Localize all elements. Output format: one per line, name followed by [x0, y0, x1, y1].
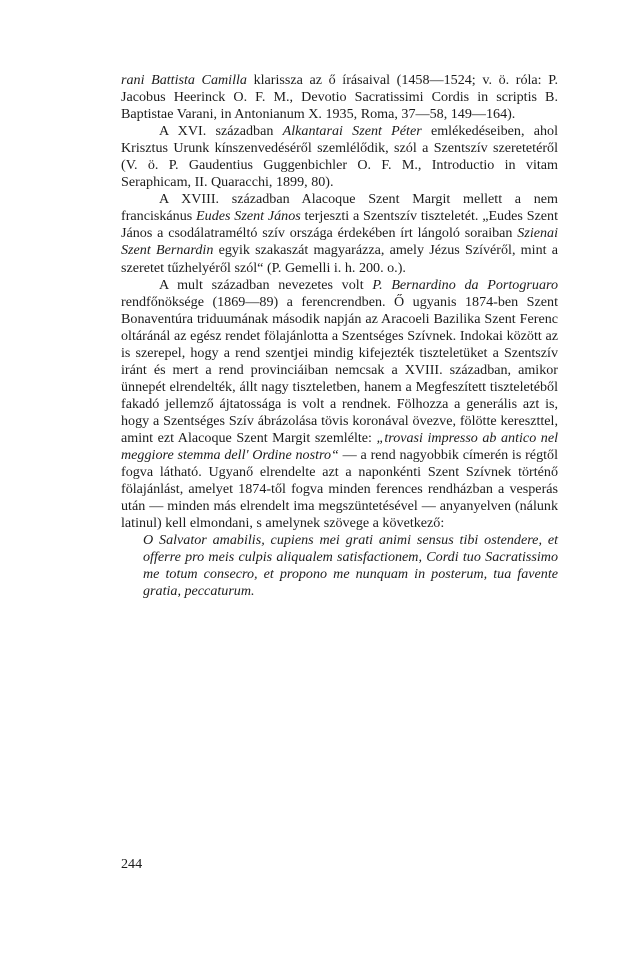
paragraph-continuation	[121, 72, 558, 123]
paragraph-eudes	[121, 191, 558, 276]
text-run: emlékedéseiben, ahol Krisztus Urunk kínszenvedéséről szemlélődik, szól a Szentszív szeretetéről (V. ö. P. Gaudentius Guggenbichler O. F. M., Introductio in vitam Seraphicam, II. Quaracchi, 1899, 80).	[121, 123, 558, 191]
italic-text-run: O Salvator amabilis, cupiens mei grati animi sensus tibi ostendere, et offerre pro meis culpis aliqualem satisfactionem, Cordi tuo Sacratissimo me totum consecro, et propono me nunquam in posterum, tua favente gratia, peccaturum.	[143, 532, 558, 600]
paragraph-alkantarai	[121, 123, 558, 191]
text-run: terjeszti a Szentszív tiszteletét. „Eudes Szent János a csodálatraméltó szív országa érdekében írt lángoló soraiban	[121, 208, 559, 242]
text-run: A mult században nevezetes volt	[159, 276, 373, 293]
italic-text-run: Eudes Szent János	[196, 208, 301, 225]
italic-text-run: Alkantarai Szent Péter	[282, 123, 422, 140]
page-body	[121, 72, 558, 600]
text-run: rendfőnöksége (1869—89) a ferencrendben. Ő ugyanis 1874-ben Szent Bonaventúra triduumának második napján az Aracoeli Bazilika Szent Ferenc oltáránál az egész rendet fölajánlotta a Szentséges Szívnek. Indokai között az is szerepel, hogy a rend szentjei mindig kifejezték tiszteletüket a Szentszív iránt és mert a rend provinciáiban nemcsak a XVIII. században, amikor ünnepét elrendelték, állt nagy tiszteletben, hanem a Megfeszített tiszteletéből fakadó jellemző ájtatossága is volt a rendnek. Fölhozza a generális azt is, hogy a Szentséges Szív ábrázolása tövis koronával övezve, fölötte kereszttel, amint ezt Alacoque Szent Margit szemlélte:	[121, 293, 558, 446]
text-run: klarissza az ő írásaival (1458—1524; v. ö. róla: P. Jacobus Heerinck O. F. M., Devotio Sacratissimi Cordis in scriptis B. Baptistae Varani, in Antonianum X. 1935, Roma, 37—58, 149—164).	[121, 72, 558, 123]
latin-prayer-quote	[121, 532, 558, 600]
page-number: 244	[121, 856, 143, 872]
text-run: A XVI. században	[159, 123, 283, 140]
italic-text-run: rani Battista Camilla	[121, 72, 247, 88]
paragraph-portogruaro	[121, 277, 558, 533]
text-run: A XVIII. században Alacoque Szent Margit mellett a nem franciskánus	[121, 191, 558, 225]
italic-text-run: P. Bernardino da Portogruaro	[372, 276, 558, 293]
italic-text-run: „trovasi impresso ab antico nel meggiore stemma dell' Ordine nostro“	[121, 429, 558, 464]
text-run: — a rend nagyobbik címerén is régtől fogva látható. Ugyanő elrendelte azt a naponkénti Szent Szívnek történő fölajánlást, amelyet 1874-től fogva minden ferences rendházban a vesperás után — minden más elrendelt ima megszüntetésével — anyanyelven (nálunk latinul) kell elmondani, s amelynek szövege a következő:	[121, 447, 558, 532]
text-run: egyik szakaszát magyarázza, amely Jézus Szívéről, mint a szeretet tűzhelyéről szól“ (P. Gemelli i. h. 200. o.).	[121, 242, 558, 276]
italic-text-run: Szienai Szent Bernardin	[121, 225, 558, 259]
